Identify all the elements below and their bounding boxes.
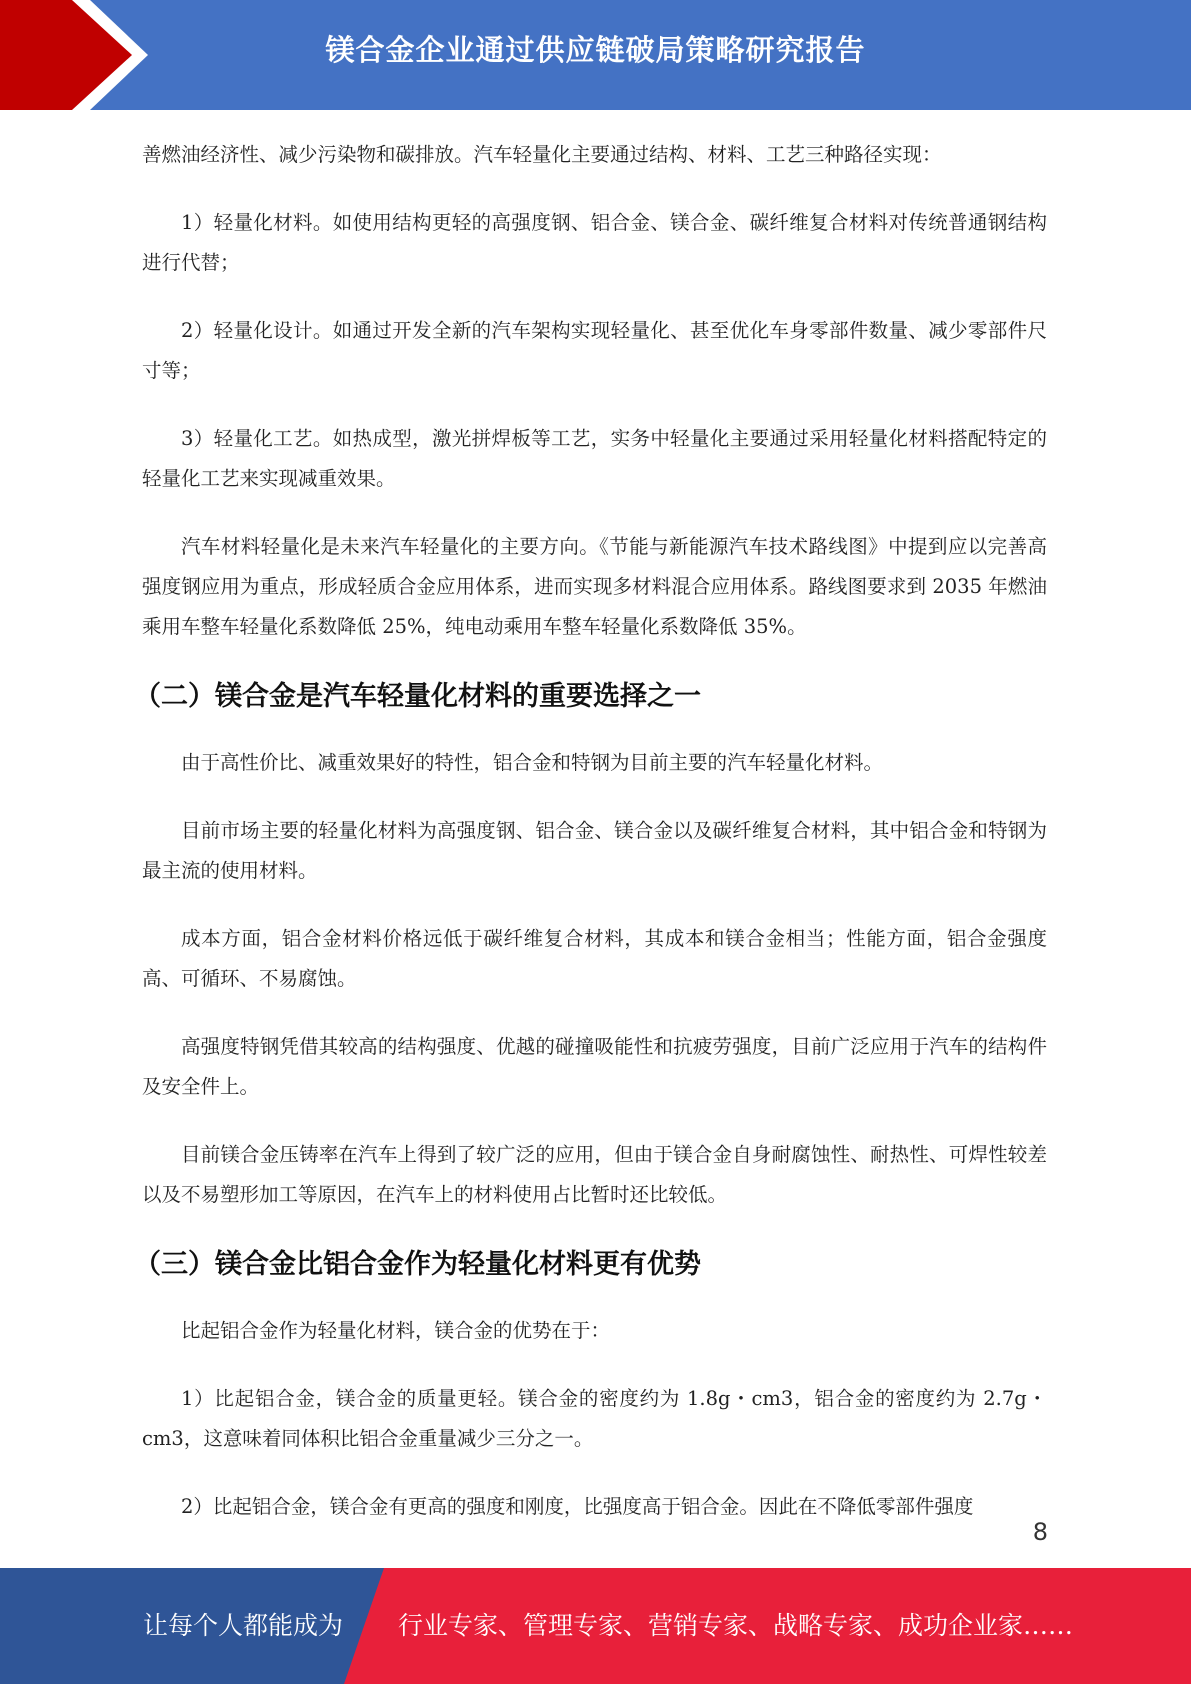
header-arrow-decoration	[0, 0, 160, 110]
paragraph: 成本方面，铝合金材料价格远低于碳纤维复合材料，其成本和镁合金相当；性能方面，铝合金强度高、可循环、不易腐蚀。	[142, 927, 1047, 990]
paragraph: 2）比起铝合金，镁合金有更高的强度和刚度，比强度高于铝合金。因此在不降低零部件强度	[181, 1495, 974, 1518]
paragraph: 比起铝合金作为轻量化材料，镁合金的优势在于：	[181, 1319, 611, 1342]
paragraph: 2）轻量化设计。如通过开发全新的汽车架构实现轻量化、甚至优化车身零部件数量、减少零部件尺寸等；	[142, 319, 1047, 382]
document-body	[134, 135, 1047, 1555]
paragraph: 高强度特钢凭借其较高的结构强度、优越的碰撞吸能性和抗疲劳强度，目前广泛应用于汽车的结构件及安全件上。	[142, 1035, 1047, 1098]
footer-slogan-left: 让每个人都能成为	[143, 1611, 344, 1640]
paragraph: 1）比起铝合金，镁合金的质量更轻。镁合金的密度约为 1.8g・cm3，铝合金的密度约为 2.7g・cm3，这意味着同体积比铝合金重量减少三分之一。	[142, 1387, 1047, 1450]
page-header	[0, 0, 1191, 110]
header-title: 镁合金企业通过供应链破局策略研究报告	[325, 33, 866, 67]
paragraph: 目前市场主要的轻量化材料为高强度钢、铝合金、镁合金以及碳纤维复合材料，其中铝合金和特钢为最主流的使用材料。	[142, 819, 1047, 882]
footer-slogan-right: 行业专家、管理专家、营销专家、战略专家、成功企业家……	[398, 1611, 1074, 1640]
section-heading: （三）镁合金比铝合金作为轻量化材料更有优势	[134, 1249, 701, 1280]
page-number: 8	[1032, 1518, 1048, 1546]
paragraph: 由于高性价比、减重效果好的特性，铝合金和特钢为目前主要的汽车轻量化材料。	[181, 751, 884, 774]
paragraph: 汽车材料轻量化是未来汽车轻量化的主要方向。《节能与新能源汽车技术路线图》中提到应以完善高强度钢应用为重点，形成轻质合金应用体系，进而实现多材料混合应用体系。路线图要求到 2035 年燃油乘用车整车轻量化系数降低 25%，纯电动乘用车整车轻量化系数降低 35%。	[142, 535, 1047, 638]
paragraph: 1）轻量化材料。如使用结构更轻的高强度钢、铝合金、镁合金、碳纤维复合材料对传统普通钢结构进行代替；	[142, 211, 1047, 274]
paragraph: 目前镁合金压铸率在汽车上得到了较广泛的应用，但由于镁合金自身耐腐蚀性、耐热性、可焊性较差以及不易塑形加工等原因，在汽车上的材料使用占比暂时还比较低。	[142, 1143, 1047, 1206]
paragraph: 善燃油经济性、减少污染物和碳排放。汽车轻量化主要通过结构、材料、工艺三种路径实现：	[142, 143, 942, 166]
paragraph: 3）轻量化工艺。如热成型，激光拼焊板等工艺，实务中轻量化主要通过采用轻量化材料搭配特定的轻量化工艺来实现减重效果。	[142, 427, 1047, 490]
page-footer	[0, 1568, 1191, 1684]
section-heading: （二）镁合金是汽车轻量化材料的重要选择之一	[134, 681, 701, 712]
